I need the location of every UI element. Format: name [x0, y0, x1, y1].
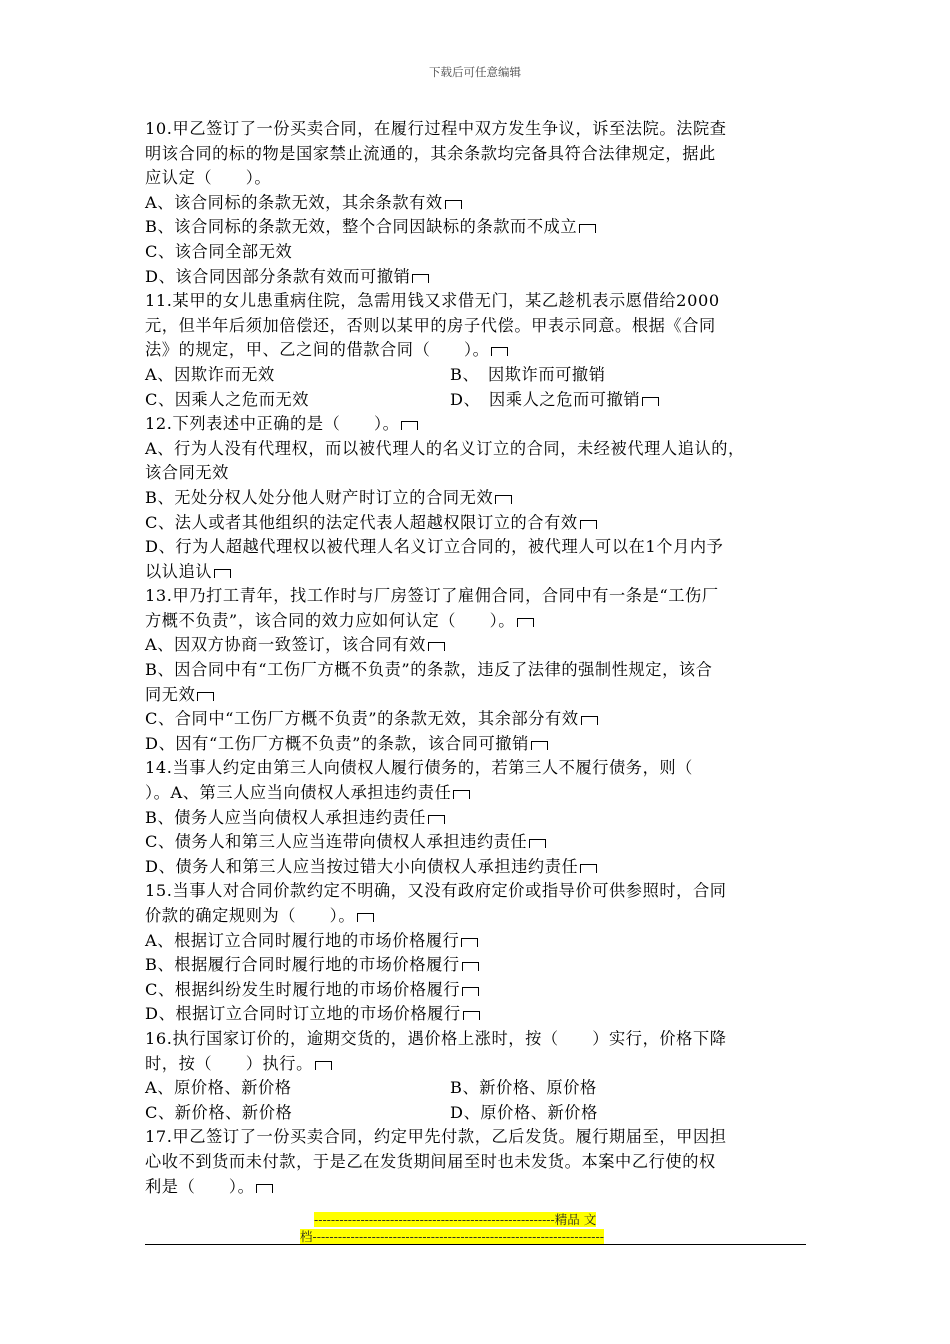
page-header: 下载后可任意编辑: [429, 65, 521, 79]
line-text: A、该合同标的条款无效，其余条款有效: [145, 193, 462, 212]
text-line: [145, 240, 813, 265]
text-line: [145, 732, 813, 757]
line-text: A、行为人没有代理权，而以被代理人的名义订立的合同，未经被代理人追认的，: [145, 438, 745, 458]
text-line: [145, 855, 813, 880]
paragraph-mark-icon: [197, 692, 214, 701]
line-text: 方概不负责”，该合同的效力应如何认定（ ）。: [145, 611, 534, 630]
line-text: D、行为人超越代理权以被代理人名义订立合同的，被代理人可以在1个月内予: [145, 537, 724, 557]
paragraph-mark-icon: [531, 741, 548, 750]
option-text: B、 因欺诈而可撤销: [450, 364, 606, 384]
footer-line-2: 档---------------------------------------------------------------------: [300, 1229, 604, 1244]
line-text: 明该合同的标的物是国家禁止流通的，其余条款均完备具符合法律规定，据此: [145, 143, 716, 163]
paragraph-mark-icon: [453, 790, 470, 799]
line-text: 时，按（ ）执行。: [145, 1054, 332, 1073]
text-line: [145, 707, 813, 732]
line-text: D、根据订立合同时订立地的市场价格履行: [145, 1004, 480, 1023]
text-line: [145, 511, 813, 536]
line-text: A、根据订立合同时履行地的市场价格履行: [145, 931, 478, 950]
document-body: [145, 117, 813, 1199]
text-line: [145, 117, 813, 142]
paragraph-mark-icon: [357, 913, 374, 922]
text-line: [145, 363, 813, 388]
line-text: 以认追认: [145, 562, 231, 581]
text-line: [145, 1076, 813, 1101]
paragraph-mark-icon: [428, 815, 445, 824]
text-line: [145, 437, 813, 462]
line-text: B、该合同标的条款无效，整个合同因缺标的条款而不成立: [145, 217, 596, 236]
text-line: [145, 560, 813, 585]
text-line: [145, 1150, 813, 1175]
text-line: [145, 1002, 813, 1027]
line-text: 13.甲乃打工青年，找工作时与厂房签订了雇佣合同，合同中有一条是“工伤厂: [145, 586, 719, 606]
option-text: C、新价格、新价格: [145, 1102, 293, 1122]
text-line: [145, 781, 813, 806]
paragraph-mark-icon: [445, 200, 462, 209]
paragraph-mark-icon: [495, 495, 512, 504]
option-text: A、原价格、新价格: [145, 1078, 292, 1098]
paragraph-mark-icon: [580, 520, 597, 529]
paragraph-mark-icon: [491, 347, 508, 356]
line-text: 同无效: [145, 685, 214, 704]
paragraph-mark-icon: [214, 569, 231, 578]
text-line: [145, 412, 813, 437]
text-line: [145, 1101, 813, 1126]
paragraph-mark-icon: [529, 839, 546, 848]
text-line: [145, 756, 813, 781]
paragraph-mark-icon: [580, 864, 597, 873]
text-line: [145, 609, 813, 634]
text-line: [145, 166, 813, 191]
text-line: [145, 683, 813, 708]
text-line: [145, 1052, 813, 1077]
line-text: B、无处分权人处分他人财产时订立的合同无效: [145, 488, 512, 507]
line-text: D、债务人和第三人应当按过错大小向债权人承担违约责任: [145, 857, 597, 876]
text-line: [145, 289, 813, 314]
line-text: 16.执行国家订价的，逾期交货的，遇价格上涨时，按（ ）实行，价格下降: [145, 1028, 727, 1048]
line-text: 12.下列表述中正确的是（ ）。: [145, 414, 418, 433]
text-line: [145, 953, 813, 978]
line-text: 10.甲乙签订了一份买卖合同，在履行过程中双方发生争议，诉至法院。法院查: [145, 119, 727, 138]
line-text: B、根据履行合同时履行地的市场价格履行: [145, 955, 479, 974]
line-text: C、根据纠纷发生时履行地的市场价格履行: [145, 980, 479, 999]
text-line: [145, 978, 813, 1003]
line-text: D、因有“工伤厂方概不负责”的条款，该合同可撤销: [145, 734, 548, 753]
text-line: [145, 929, 813, 954]
text-line: [145, 584, 813, 609]
line-text: 利是（ ）。: [145, 1177, 273, 1196]
line-text: 心收不到货而未付款，于是乙在发货期间届至时也未发货。本案中乙行使的权: [145, 1151, 716, 1171]
option-text: B、新价格、原价格: [450, 1078, 597, 1098]
paragraph-mark-icon: [462, 987, 479, 996]
paragraph-mark-icon: [462, 962, 479, 971]
line-text: 14.当事人约定由第三人向债权人履行债务的，若第三人不履行债务，则（: [145, 758, 693, 778]
line-text: 法》的规定，甲、乙之间的借款合同（ ）。: [145, 340, 508, 359]
option-text: D、原价格、新价格: [450, 1102, 598, 1122]
text-line: [145, 1027, 813, 1052]
text-line: [145, 215, 813, 240]
paragraph-mark-icon: [642, 397, 659, 406]
option-text: A、因欺诈而无效: [145, 364, 275, 384]
paragraph-mark-icon: [428, 642, 445, 651]
footer-rule: [145, 1244, 806, 1245]
text-line: [145, 1175, 813, 1200]
text-line: [145, 1125, 813, 1150]
text-line: [145, 191, 813, 216]
text-line: [145, 461, 813, 486]
text-line: [145, 658, 813, 683]
option-text: D、 因乘人之危而可撤销: [450, 388, 659, 413]
option-text: C、因乘人之危而无效: [145, 389, 310, 409]
paragraph-mark-icon: [461, 938, 478, 947]
text-line: [145, 388, 813, 413]
line-text: 应认定（ ）。: [145, 168, 272, 188]
line-text: 17.甲乙签订了一份买卖合同，约定甲先付款，乙后发货。履行期届至，甲因担: [145, 1127, 727, 1147]
text-line: [145, 633, 813, 658]
line-text: ）。A、第三人应当向债权人承担违约责任: [145, 783, 470, 802]
text-line: [145, 486, 813, 511]
text-line: [145, 314, 813, 339]
line-text: A、因双方协商一致签订，该合同有效: [145, 635, 445, 654]
text-line: [145, 142, 813, 167]
paragraph-mark-icon: [412, 274, 429, 283]
paragraph-mark-icon: [463, 1011, 480, 1020]
line-text: C、法人或者其他组织的法定代表人超越权限订立的合有效: [145, 513, 597, 532]
line-text: C、合同中“工伤厂方概不负责”的条款无效，其余部分有效: [145, 709, 598, 728]
footer-banner: [300, 1211, 650, 1245]
paragraph-mark-icon: [401, 421, 418, 430]
line-text: C、该合同全部无效: [145, 241, 293, 261]
paragraph-mark-icon: [579, 224, 596, 233]
paragraph-mark-icon: [517, 618, 534, 627]
line-text: 价款的确定规则为（ ）。: [145, 906, 374, 925]
line-text: 该合同无效: [145, 463, 229, 483]
paragraph-mark-icon: [581, 716, 598, 725]
text-line: [145, 265, 813, 290]
text-line: [145, 535, 813, 560]
paragraph-mark-icon: [256, 1184, 273, 1193]
line-text: B、因合同中有“工伤厂方概不负责”的条款，违反了法律的强制性规定，该合: [145, 660, 713, 680]
text-line: [145, 904, 813, 929]
line-text: 元，但半年后须加倍偿还，否则以某甲的房子代偿。甲表示同意。根据《合同: [145, 315, 716, 335]
footer-line-1: ---------------------------------------------------------精品 文: [314, 1212, 597, 1227]
line-text: C、债务人和第三人应当连带向债权人承担违约责任: [145, 832, 546, 851]
line-text: 11.某甲的女儿患重病住院，急需用钱又求借无门，某乙趁机表示愿借给2000: [145, 291, 720, 311]
paragraph-mark-icon: [315, 1061, 332, 1070]
text-line: [145, 830, 813, 855]
text-line: [145, 806, 813, 831]
text-line: [145, 879, 813, 904]
line-text: 15.当事人对合同价款约定不明确，又没有政府定价或指导价可供参照时，合同: [145, 881, 727, 901]
line-text: D、该合同因部分条款有效而可撤销: [145, 267, 429, 286]
text-line: [145, 338, 813, 363]
line-text: B、债务人应当向债权人承担违约责任: [145, 808, 445, 827]
